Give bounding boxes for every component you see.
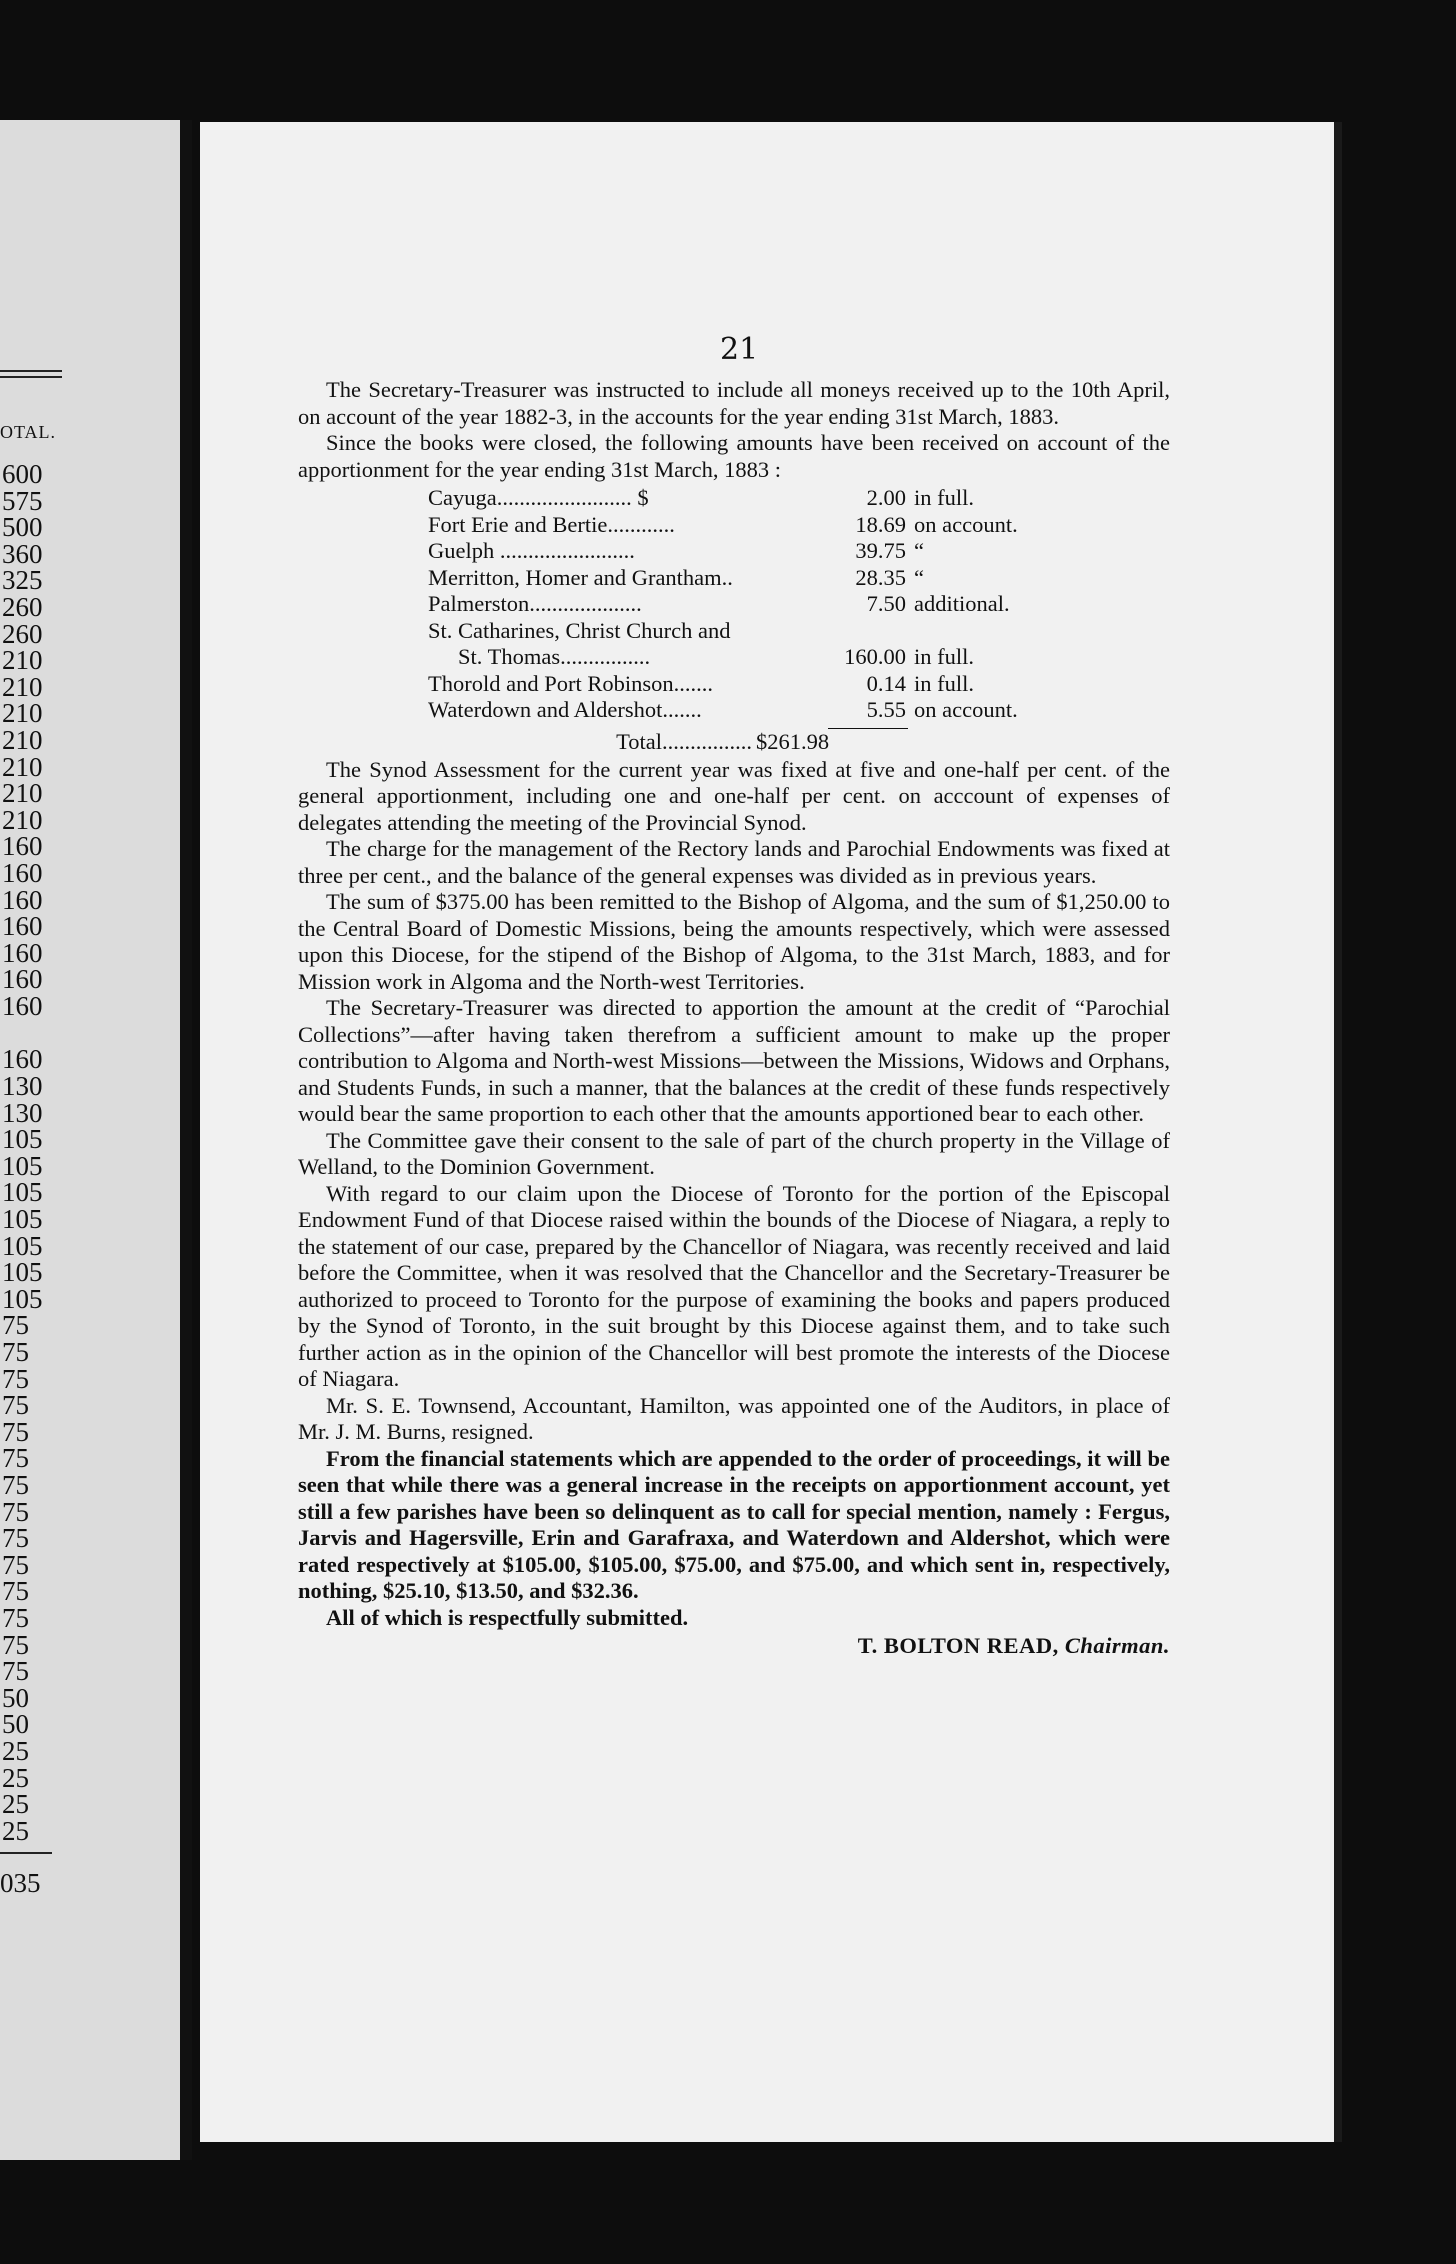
left-total-value: 210	[2, 724, 43, 755]
left-total-rule	[0, 1852, 52, 1854]
left-numbers-top	[0, 461, 180, 1019]
ledger-amount: 160.00	[844, 644, 906, 669]
ledger-note: “	[914, 564, 924, 590]
ledger-parish: Merritton, Homer and Grantham..	[428, 564, 733, 590]
ledger-note: “	[914, 538, 924, 563]
left-total-value: 500	[2, 512, 43, 543]
ledger-note: in full.	[914, 644, 974, 669]
ledger-note: in full.	[914, 485, 974, 510]
ledger-row	[298, 591, 1170, 618]
left-total-value: 130	[2, 1071, 43, 1102]
ledger-row	[298, 485, 1170, 512]
left-total-value: 600	[2, 459, 43, 489]
ledger-row	[298, 697, 1170, 724]
ledger-note: additional.	[914, 591, 1010, 616]
left-total-value: 75	[2, 1337, 29, 1367]
paragraph-1: The Secretary-Treasurer was instructed to include all moneys received up to the 10th April, on account of the year 1882-3, in the accounts for the year ending 31st March, 1883.	[298, 377, 1170, 429]
left-header-rule-top	[0, 370, 62, 372]
left-total-value: 50	[2, 1682, 29, 1713]
left-total-value: 75	[2, 1576, 29, 1607]
ledger-parish: St. Thomas................	[458, 644, 651, 669]
paragraph-3: The Synod Assessment for the current year was fixed at five and one-half per cent. of the general apportionment, including one and one-half per cent. on acccount of expenses of delegates attending the meeting of the Provincial Synod.	[298, 756, 1170, 835]
left-total-value: 210	[2, 778, 43, 809]
ledger-amount: 18.69	[855, 511, 906, 537]
left-total-value: 210	[2, 751, 43, 782]
left-total-value: 160	[2, 990, 43, 1021]
left-total-value: 75	[2, 1469, 29, 1500]
left-total-value: 75	[2, 1390, 29, 1421]
ledger-row	[298, 618, 1170, 645]
left-total-value: 25	[2, 1815, 29, 1846]
ledger-parish: Guelph ........................	[428, 538, 635, 563]
ledger-row	[298, 565, 1170, 592]
left-total-value: 105	[2, 1230, 43, 1261]
left-total-value: 75	[2, 1363, 29, 1394]
left-total-value: 130	[2, 1097, 43, 1128]
ledger-parish: Waterdown and Aldershot.......	[428, 697, 702, 722]
left-total-value: 25	[2, 1789, 29, 1820]
left-total-value: 160	[2, 884, 43, 915]
ledger-row	[298, 671, 1170, 698]
left-total-value: 75	[2, 1549, 29, 1580]
main-page	[200, 122, 1342, 2142]
left-total-value: 210	[2, 645, 43, 676]
paragraph-2: Since the books were closed, the following amounts have been received on account of the apportionment for the year ending 31st March, 1883 :	[298, 430, 1170, 482]
ledger-note: in full.	[914, 670, 974, 696]
paragraph-7: The Committee gave their consent to the sale of part of the church property in the Village of Welland, to the Dominion Government.	[298, 1127, 1170, 1179]
paragraph-6: The Secretary-Treasurer was directed to apportion the amount at the credit of “Parochial Collections”—after having taken therefrom a sufficient amount to make up the proper contribution to Algoma and North-west Missions—between the Missions, Widows and Orphans, and Students Funds, in such a manner, that the balances at the credit of these funds respectively would bear the same proportion to each other that the amounts apportioned bear to each other.	[298, 995, 1170, 1126]
left-total-value: 260	[2, 591, 43, 622]
total-label: Total................	[616, 728, 752, 754]
ledger-amount: 2.00	[866, 485, 906, 510]
left-total-value: 75	[2, 1416, 29, 1447]
ledger-parish: Thorold and Port Robinson.......	[428, 670, 713, 696]
left-total-value: 210	[2, 804, 43, 835]
left-total-value: 25	[2, 1762, 29, 1793]
ledger-note	[906, 618, 914, 645]
total-amount: $261.98	[756, 728, 830, 754]
ledger-amount: 5.55	[866, 697, 906, 722]
paragraph-8: With regard to our claim upon the Diocese of Toronto for the portion of the Episcopal Endowment Fund of that Diocese raised within the bounds of the Diocese of Niagara, a reply to the statement of our case, prepared by the Chancellor of Niagara, was recently received and laid before the Committee, when it was resolved that the Chancellor and the Secretary-Treasurer be authorized to proceed to Toronto for the purpose of examining the books and papers produced by the Synod of Toronto, in the suit brought by this Diocese against them, and to take such further action as in the opinion of the Chancellor will best promote the interests of the Diocese of Niagara.	[298, 1180, 1170, 1391]
ledger-parish: Palmerston....................	[428, 591, 642, 616]
left-total-value: 75	[2, 1443, 29, 1474]
ledger-parish: St. Catharines, Christ Church and	[428, 617, 731, 643]
signature-name: T. BOLTON READ,	[857, 1633, 1059, 1658]
left-total-value: 160	[2, 911, 43, 942]
left-total-value: 75	[2, 1523, 29, 1554]
ledger-note: on account.	[914, 697, 1018, 722]
left-total-value: 325	[2, 565, 43, 596]
left-total-value: 75	[2, 1602, 29, 1633]
left-total-value: 105	[2, 1257, 43, 1288]
left-total-value: 260	[2, 618, 43, 649]
left-total-value: 105	[2, 1283, 43, 1314]
paragraph-11: All of which is respectfully submitted.	[326, 1604, 689, 1630]
left-numbers-bottom	[0, 1046, 180, 1844]
ledger-amount	[828, 618, 906, 645]
left-total-value: 25	[2, 1735, 29, 1766]
paragraph-9: Mr. S. E. Townsend, Accountant, Hamilton, was appointed one of the Auditors, in place of Mr. J. M. Burns, resigned.	[298, 1392, 1170, 1444]
ledger-row	[298, 512, 1170, 539]
signature	[298, 1633, 1170, 1660]
left-header-rule-bottom	[0, 376, 62, 378]
ledger-total-row	[298, 729, 1170, 757]
left-total-value: 75	[2, 1310, 29, 1341]
left-total-value: 75	[2, 1496, 29, 1527]
left-total-value: 160	[2, 1044, 43, 1075]
left-total-value: 105	[2, 1204, 43, 1235]
receipts-ledger	[298, 485, 1170, 724]
left-column-header: OTAL.	[0, 422, 57, 442]
signature-role: Chairman.	[1064, 1633, 1170, 1658]
left-total-value: 105	[2, 1150, 43, 1181]
page-body	[298, 377, 1170, 1660]
left-total-value: 160	[2, 857, 43, 888]
left-total-value: 160	[2, 937, 43, 968]
paragraph-5: The sum of $375.00 has been remitted to the Bishop of Algoma, and the sum of $1,250.00 to the Central Board of Domestic Missions, being the amounts respectively, which were assessed upon this Diocese, for the stipend of the Bishop of Algoma, to the 31st March, 1883, and for Mission work in Algoma and the North-west Territories.	[298, 889, 1170, 994]
ledger-amount: 28.35	[855, 564, 906, 590]
left-total-value: 160	[2, 831, 43, 862]
ledger-amount: 0.14	[866, 670, 906, 696]
ledger-amount: 39.75	[855, 538, 906, 563]
left-total-value: 75	[2, 1656, 29, 1687]
left-total-value: 210	[2, 671, 43, 702]
paragraph-4: The charge for the management of the Rectory lands and Parochial Endowments was fixed at three per cent., and the balance of the general expenses was divided as in previous years.	[298, 836, 1170, 888]
left-total-value: 160	[2, 964, 43, 995]
ledger-row	[298, 644, 1170, 671]
left-total: 035	[0, 1868, 41, 1899]
left-total-column	[0, 370, 180, 1899]
left-total-value: 360	[2, 538, 43, 569]
left-total-value: 75	[2, 1629, 29, 1660]
ledger-parish: Cayuga........................ $	[428, 485, 649, 510]
left-total-value: 105	[2, 1177, 43, 1208]
left-total-value: 210	[2, 698, 43, 729]
book-spine	[180, 120, 192, 2160]
left-total-value: 575	[2, 485, 43, 516]
ledger-row	[298, 538, 1170, 565]
ledger-amount: 7.50	[866, 591, 906, 616]
left-gap	[0, 1019, 180, 1046]
left-total-value: 50	[2, 1709, 29, 1740]
ledger-note: on account.	[914, 511, 1018, 537]
ledger-parish: Fort Erie and Bertie............	[428, 511, 675, 537]
page-number: 21	[720, 332, 759, 367]
paragraph-10: From the financial statements which are appended to the order of proceedings, it will be seen that while there was a general increase in the receipts on apportionment account, yet still a few parishes have been so delinquent as to call for special mention, namely : Fergus, Jarvis and Hagersville, Erin and Garafraxa, and Waterdown and Aldershot, which were rated respectively at $105.00, $105.00, $75.00, and $75.00, and which sent in, respectively, nothing, $25.10, $13.50, and $32.36.	[298, 1445, 1170, 1603]
left-total-value: 105	[2, 1124, 43, 1155]
